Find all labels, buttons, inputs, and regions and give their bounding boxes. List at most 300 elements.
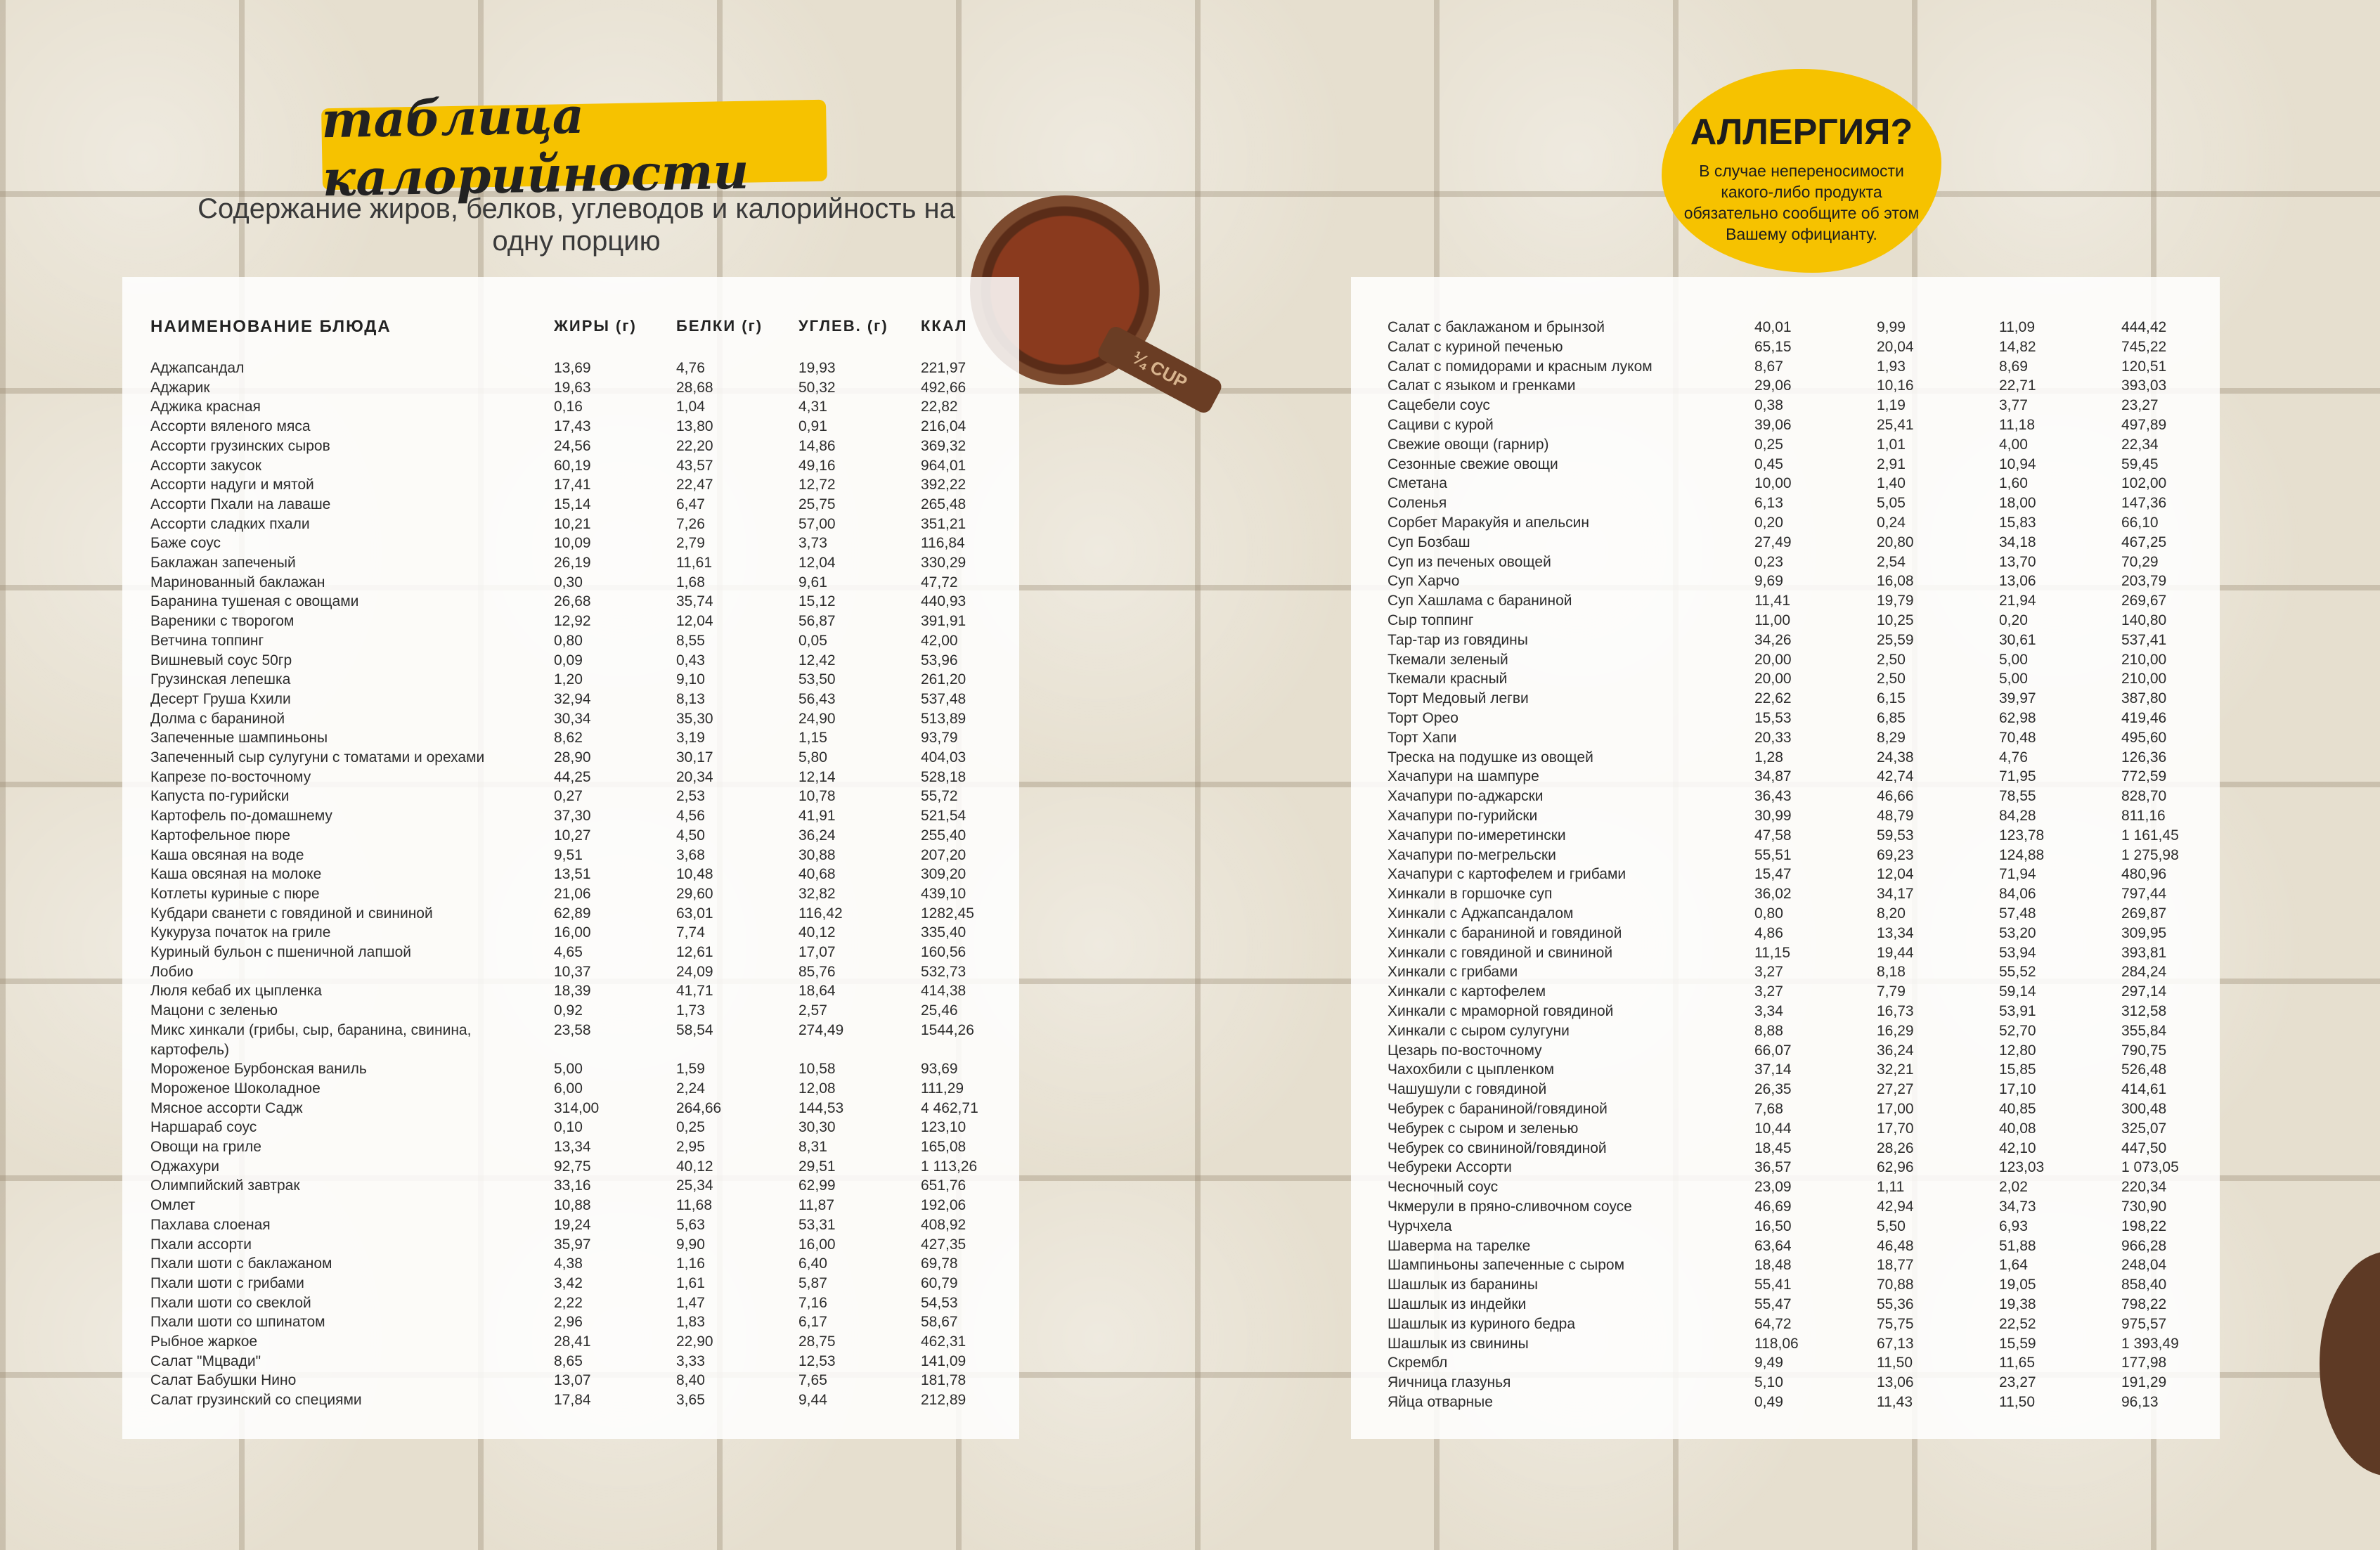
- table-row: [122, 515, 1019, 534]
- protein-value: 28,68: [676, 379, 713, 396]
- kcal-value: 391,91: [921, 613, 966, 630]
- dish-name: Суп Бозбаш: [1388, 534, 1470, 550]
- kcal-value: 300,48: [2121, 1101, 2167, 1117]
- dish-name: Оджахури: [150, 1158, 220, 1175]
- table-row: [1351, 650, 2220, 670]
- protein-value: 3,19: [676, 730, 705, 747]
- protein-value: 41,71: [676, 983, 713, 1000]
- page-title: таблица калорийности: [321, 86, 750, 208]
- table-row: [122, 631, 1019, 651]
- carbs-value: 53,20: [1999, 924, 2036, 941]
- kcal-value: 22,34: [2121, 436, 2159, 453]
- fat-value: 37,14: [1754, 1061, 1792, 1078]
- table-row: [1351, 943, 2220, 963]
- table-row: [1351, 982, 2220, 1002]
- carbs-value: 84,28: [1999, 808, 2036, 824]
- dish-name: Хачапури на шампуре: [1388, 768, 1539, 785]
- dish-name: Хинкали с бараниной и говядиной: [1388, 924, 1622, 941]
- carbs-value: 51,88: [1999, 1237, 2036, 1254]
- carbs-value: 28,75: [798, 1333, 836, 1350]
- carbs-value: 1,60: [1999, 475, 2028, 492]
- carbs-value: 8,69: [1999, 358, 2028, 375]
- kcal-value: 191,29: [2121, 1374, 2167, 1391]
- table-row: [1351, 1315, 2220, 1334]
- fat-value: 36,02: [1754, 886, 1792, 903]
- dish-name: Аджика красная: [150, 399, 261, 415]
- fat-value: 17,41: [554, 477, 591, 493]
- carbs-value: 123,03: [1999, 1159, 2045, 1176]
- carbs-value: 17,07: [798, 944, 836, 960]
- fat-value: 0,25: [1754, 436, 1783, 453]
- kcal-value: 269,87: [2121, 905, 2167, 922]
- fat-value: 15,47: [1754, 866, 1792, 883]
- dish-name: Мясное ассорти Садж: [150, 1099, 303, 1116]
- table-row: [122, 1235, 1019, 1255]
- protein-value: 3,68: [676, 846, 705, 863]
- carbs-value: 12,72: [798, 477, 836, 493]
- dish-name: Пхали шоти с грибами: [150, 1274, 304, 1291]
- protein-value: 35,30: [676, 710, 713, 727]
- protein-value: 25,41: [1877, 417, 1914, 433]
- table-row: [1351, 376, 2220, 396]
- table-row: [122, 923, 1019, 943]
- carbs-value: 11,09: [1999, 319, 2035, 335]
- protein-value: 69,23: [1877, 846, 1914, 863]
- dish-name: Мороженое Бурбонская ваниль: [150, 1061, 367, 1078]
- kcal-value: 408,92: [921, 1216, 966, 1233]
- dish-name: Мороженое Шоколадное: [150, 1080, 321, 1097]
- kcal-value: 261,20: [921, 671, 966, 688]
- dish-name: Сезонные свежие овощи: [1388, 456, 1558, 472]
- fat-value: 1,28: [1754, 749, 1783, 766]
- carbs-value: 3,73: [798, 535, 827, 552]
- table-row: [1351, 1119, 2220, 1139]
- fat-value: 29,06: [1754, 377, 1792, 394]
- table-row: [122, 962, 1019, 982]
- carbs-value: 1,15: [798, 730, 827, 747]
- header-protein: БЕЛКИ (г): [676, 317, 763, 335]
- dish-name: Запеченные шампиньоны: [150, 730, 328, 747]
- dish-name: Пхали шоти с баклажаном: [150, 1255, 332, 1272]
- kcal-value: 284,24: [2121, 964, 2167, 981]
- fat-value: 8,65: [554, 1352, 583, 1369]
- dish-name: Салат "Мцвади": [150, 1352, 261, 1369]
- fat-value: 5,00: [554, 1061, 583, 1078]
- protein-value: 20,04: [1877, 338, 1914, 355]
- protein-value: 17,00: [1877, 1101, 1914, 1117]
- carbs-value: 14,82: [1999, 338, 2036, 355]
- carbs-value: 30,61: [1999, 631, 2036, 648]
- fat-value: 3,27: [1754, 983, 1783, 1000]
- fat-value: 11,41: [1754, 593, 1790, 609]
- fat-value: 10,09: [554, 535, 591, 552]
- carbs-value: 124,88: [1999, 846, 2045, 863]
- table-row: [1351, 767, 2220, 787]
- table-row: [122, 1332, 1019, 1352]
- kcal-value: 102,00: [2121, 475, 2167, 492]
- protein-value: 9,10: [676, 671, 705, 688]
- dish-name: Чебуреки Ассорти: [1388, 1159, 1512, 1176]
- protein-value: 13,80: [676, 418, 713, 435]
- fat-value: 0,27: [554, 788, 583, 805]
- fat-value: 35,97: [554, 1236, 591, 1253]
- dish-name: Капрезе по-восточному: [150, 768, 311, 785]
- dish-name: Каша овсяная на молоке: [150, 866, 322, 883]
- fat-value: 0,23: [1754, 553, 1783, 570]
- table-row: [1351, 1236, 2220, 1256]
- table-row: [122, 690, 1019, 709]
- table-row: [1351, 493, 2220, 513]
- table-row: [1351, 1177, 2220, 1197]
- carbs-value: 62,99: [798, 1177, 836, 1194]
- table-row: [1351, 1275, 2220, 1295]
- protein-value: 19,79: [1877, 593, 1914, 609]
- protein-value: 1,61: [676, 1274, 705, 1291]
- table-row: [122, 534, 1019, 553]
- carbs-value: 19,93: [798, 360, 836, 376]
- protein-value: 11,61: [676, 555, 712, 571]
- carbs-value: 59,14: [1999, 983, 2036, 1000]
- dish-name: Аджапсандал: [150, 360, 245, 376]
- kcal-value: 140,80: [2121, 612, 2167, 628]
- dish-name: Котлеты куриные с пюре: [150, 885, 320, 902]
- fat-value: 0,16: [554, 399, 583, 415]
- table-row: [1351, 826, 2220, 846]
- carbs-value: 41,91: [798, 808, 836, 825]
- allergy-badge: [1662, 69, 1941, 273]
- kcal-value: 1 393,49: [2121, 1335, 2179, 1352]
- kcal-value: 439,10: [921, 885, 966, 902]
- carbs-value: 12,04: [798, 555, 836, 571]
- fat-value: 32,94: [554, 690, 591, 707]
- dish-name: Куриный бульон с пшеничной лапшой: [150, 944, 411, 960]
- dish-name: Хачапури с картофелем и грибами: [1388, 866, 1626, 883]
- table-row: [1351, 669, 2220, 689]
- kcal-value: 210,00: [2121, 671, 2167, 687]
- protein-value: 1,19: [1877, 397, 1906, 414]
- carbs-value: 25,75: [798, 496, 836, 512]
- table-row: [1351, 435, 2220, 455]
- kcal-value: 427,35: [921, 1236, 966, 1253]
- carbs-value: 22,52: [1999, 1315, 2036, 1332]
- table-row: [1351, 337, 2220, 357]
- fat-value: 0,30: [554, 574, 583, 590]
- table-row: [1351, 846, 2220, 865]
- table-row: [122, 651, 1019, 671]
- carbs-value: 13,70: [1999, 553, 2036, 570]
- protein-value: 62,96: [1877, 1159, 1914, 1176]
- kcal-value: 141,09: [921, 1352, 966, 1369]
- carbs-value: 4,31: [798, 399, 827, 415]
- fat-value: 13,69: [554, 360, 591, 376]
- kcal-value: 1 161,45: [2121, 827, 2179, 844]
- table-row: [1351, 865, 2220, 884]
- table-row: [122, 1176, 1019, 1196]
- table-row: [1351, 591, 2220, 611]
- fat-value: 9,51: [554, 846, 583, 863]
- protein-value: 0,24: [1877, 515, 1906, 531]
- kcal-value: 492,66: [921, 379, 966, 396]
- dish-name: Чахохбили с цыпленком: [1388, 1061, 1555, 1078]
- kcal-value: 335,40: [921, 924, 966, 941]
- protein-value: 4,56: [676, 808, 705, 825]
- fat-value: 55,47: [1754, 1296, 1792, 1312]
- dish-name: Сыр топпинг: [1388, 612, 1474, 628]
- carbs-value: 53,31: [798, 1216, 836, 1233]
- fat-value: 0,80: [1754, 905, 1783, 922]
- table-row: [1351, 728, 2220, 748]
- dish-name: Хачапури по-гурийски: [1388, 808, 1538, 824]
- protein-value: 46,48: [1877, 1237, 1914, 1254]
- dish-name: Рыбное жаркое: [150, 1333, 258, 1350]
- carbs-value: 9,61: [798, 574, 827, 590]
- table-row: [122, 1312, 1019, 1332]
- carbs-value: 15,12: [798, 593, 836, 610]
- protein-value: 67,13: [1877, 1335, 1914, 1352]
- protein-value: 63,01: [676, 905, 713, 922]
- dish-name: Шашлык из индейки: [1388, 1296, 1527, 1312]
- dish-name: Хачапури по-имеретински: [1388, 827, 1566, 844]
- table-row: [122, 728, 1019, 748]
- kcal-value: 93,79: [921, 730, 958, 747]
- dish-name: Ассорти закусок: [150, 457, 261, 474]
- table-row: [122, 359, 1019, 378]
- dish-name: Чебурек с сыром и зеленью: [1388, 1120, 1579, 1137]
- table-row: [1351, 709, 2220, 728]
- header-dish-name: НАИМЕНОВАНИЕ БЛЮДА: [150, 317, 392, 336]
- carbs-value: 24,90: [798, 710, 836, 727]
- fat-value: 8,62: [554, 730, 583, 747]
- fat-value: 15,53: [1754, 710, 1792, 726]
- fat-value: 36,57: [1754, 1159, 1792, 1176]
- protein-value: 1,16: [676, 1255, 705, 1272]
- fat-value: 4,38: [554, 1255, 583, 1272]
- table-row: [122, 592, 1019, 612]
- dish-name: Сацебели соус: [1388, 397, 1490, 414]
- protein-value: 8,40: [676, 1372, 705, 1389]
- table-row: [1351, 1393, 2220, 1412]
- table-row: [122, 768, 1019, 787]
- kcal-value: 47,72: [921, 574, 958, 590]
- dish-name: Хинкали с мраморной говядиной: [1388, 1003, 1614, 1019]
- carbs-value: 53,94: [1999, 944, 2036, 961]
- fat-value: 18,45: [1754, 1139, 1792, 1156]
- fat-value: 92,75: [554, 1158, 591, 1175]
- protein-value: 9,90: [676, 1236, 705, 1253]
- table-row: [1351, 474, 2220, 493]
- table-row: [122, 748, 1019, 768]
- carbs-value: 40,68: [798, 866, 836, 883]
- kcal-value: 393,81: [2121, 944, 2167, 961]
- carbs-value: 19,38: [1999, 1296, 2036, 1312]
- fat-value: 10,37: [554, 963, 591, 980]
- dish-name: Чебурек со свининой/говядиной: [1388, 1139, 1607, 1156]
- table-row: [1351, 1099, 2220, 1119]
- fat-value: 0,20: [1754, 515, 1783, 531]
- dish-name: картофель): [150, 1041, 230, 1058]
- kcal-value: 309,95: [2121, 924, 2167, 941]
- fat-value: 18,48: [1754, 1257, 1792, 1274]
- carbs-value: 84,06: [1999, 886, 2036, 903]
- dish-name: Суп Хашлама с бараниной: [1388, 593, 1572, 609]
- cup-label: ¼ CUP: [1128, 347, 1191, 393]
- carbs-value: 274,49: [798, 1021, 844, 1038]
- dish-name: Тар-тар из говядины: [1388, 631, 1528, 648]
- kcal-value: 387,80: [2121, 690, 2167, 707]
- dish-name: Микс хинкали (грибы, сыр, баранина, свинина,: [150, 1021, 472, 1038]
- table-row: [1351, 396, 2220, 415]
- table-row: [122, 612, 1019, 631]
- fat-value: 34,87: [1754, 768, 1792, 785]
- carbs-value: 70,48: [1999, 729, 2036, 746]
- kcal-value: 42,00: [921, 632, 958, 649]
- kcal-value: 93,69: [921, 1061, 958, 1078]
- fat-value: 0,80: [554, 632, 583, 649]
- table-row: [122, 1215, 1019, 1235]
- protein-value: 10,48: [676, 866, 713, 883]
- carbs-value: 5,00: [1999, 671, 2028, 687]
- dish-name: Суп Харчо: [1388, 573, 1460, 590]
- fat-value: 26,35: [1754, 1081, 1792, 1098]
- kcal-value: 419,46: [2121, 710, 2167, 726]
- table-row: [122, 495, 1019, 515]
- carbs-value: 15,59: [1999, 1335, 2036, 1352]
- kcal-value: 797,44: [2121, 886, 2167, 903]
- table-row: [122, 417, 1019, 437]
- fat-value: 0,49: [1754, 1394, 1783, 1410]
- kcal-value: 497,89: [2121, 417, 2167, 433]
- carbs-value: 7,65: [798, 1372, 827, 1389]
- table-row: [1351, 1060, 2220, 1080]
- kcal-value: 120,51: [2121, 358, 2167, 375]
- kcal-value: 255,40: [921, 827, 966, 844]
- table-row: [122, 553, 1019, 573]
- table-row: [1351, 611, 2220, 631]
- fat-value: 4,65: [554, 944, 583, 960]
- dish-name: Торт Орео: [1388, 710, 1459, 726]
- dish-name: Салат с баклажаном и брынзой: [1388, 319, 1605, 335]
- protein-value: 32,21: [1877, 1061, 1914, 1078]
- carbs-value: 23,27: [1999, 1374, 2036, 1391]
- calorie-table-left: [122, 277, 1019, 1439]
- protein-value: 59,53: [1877, 827, 1914, 844]
- carbs-value: 19,05: [1999, 1277, 2036, 1293]
- kcal-value: 495,60: [2121, 729, 2167, 746]
- dish-name: Сорбет Маракуйя и апельсин: [1388, 515, 1589, 531]
- protein-value: 2,79: [676, 535, 705, 552]
- table-row: [1351, 1158, 2220, 1177]
- kcal-value: 447,50: [2121, 1139, 2167, 1156]
- kcal-value: 730,90: [2121, 1199, 2167, 1215]
- carbs-value: 9,44: [798, 1392, 827, 1409]
- kcal-value: 126,36: [2121, 749, 2167, 766]
- dish-name: Шаверма на тарелке: [1388, 1237, 1531, 1254]
- fat-value: 26,19: [554, 555, 591, 571]
- protein-value: 1,11: [1877, 1179, 1905, 1196]
- kcal-value: 212,89: [921, 1392, 966, 1409]
- carbs-value: 11,50: [1999, 1394, 2035, 1410]
- kcal-value: 966,28: [2121, 1237, 2167, 1254]
- dish-name: Ассорти Пхали на лаваше: [150, 496, 331, 512]
- fat-value: 21,06: [554, 885, 591, 902]
- table-row: [1351, 1197, 2220, 1217]
- fat-value: 65,15: [1754, 338, 1792, 355]
- kcal-value: 312,58: [2121, 1003, 2167, 1019]
- dish-name: Ткемали зеленый: [1388, 651, 1508, 668]
- table-row: [122, 1254, 1019, 1274]
- dish-name: Ассорти надуги и мятой: [150, 477, 314, 493]
- protein-value: 2,54: [1877, 553, 1906, 570]
- kcal-value: 369,32: [921, 437, 966, 454]
- carbs-value: 4,00: [1999, 436, 2028, 453]
- dish-name: Салат с куриной печенью: [1388, 338, 1563, 355]
- table-row: [1351, 553, 2220, 572]
- kcal-value: 165,08: [921, 1139, 966, 1155]
- fat-value: 3,27: [1754, 964, 1783, 981]
- protein-value: 8,13: [676, 690, 705, 707]
- fat-value: 22,62: [1754, 690, 1792, 707]
- fat-value: 3,42: [554, 1274, 583, 1291]
- dish-name: Сациви с курой: [1388, 417, 1494, 433]
- fat-value: 4,86: [1754, 924, 1783, 941]
- kcal-value: 297,14: [2121, 983, 2167, 1000]
- protein-value: 0,25: [676, 1119, 705, 1136]
- protein-value: 13,06: [1877, 1374, 1914, 1391]
- dish-name: Торт Хапи: [1388, 729, 1457, 746]
- dish-name: Вишневый соус 50гр: [150, 652, 292, 669]
- fat-value: 55,41: [1754, 1277, 1792, 1293]
- dish-name: Яичница глазунья: [1388, 1374, 1511, 1391]
- dish-name: Ассорти сладких пхали: [150, 515, 310, 532]
- dish-name: Картофельное пюре: [150, 827, 290, 844]
- protein-value: 2,24: [676, 1080, 705, 1097]
- protein-value: 8,55: [676, 632, 705, 649]
- fat-value: 24,56: [554, 437, 591, 454]
- fat-value: 1,20: [554, 671, 583, 688]
- carbs-value: 12,80: [1999, 1042, 2036, 1059]
- carbs-value: 10,58: [798, 1061, 836, 1078]
- fat-value: 11,15: [1754, 944, 1790, 961]
- protein-value: 5,50: [1877, 1218, 1906, 1234]
- protein-value: 6,47: [676, 496, 705, 512]
- carbs-value: 12,42: [798, 652, 836, 669]
- protein-value: 16,08: [1877, 573, 1914, 590]
- table-row: [122, 826, 1019, 846]
- kcal-value: 440,93: [921, 593, 966, 610]
- fat-value: 18,39: [554, 983, 591, 1000]
- fat-value: 0,09: [554, 652, 583, 669]
- carbs-value: 7,16: [798, 1294, 827, 1311]
- protein-value: 1,68: [676, 574, 705, 590]
- dish-name: Ассорти грузинских сыров: [150, 437, 330, 454]
- kcal-value: 96,13: [2121, 1394, 2159, 1410]
- kcal-value: 351,21: [921, 515, 966, 532]
- protein-value: 7,79: [1877, 983, 1906, 1000]
- carbs-value: 10,94: [1999, 456, 2036, 472]
- table-row: [1351, 1139, 2220, 1158]
- fat-value: 37,30: [554, 808, 591, 825]
- carbs-value: 18,00: [1999, 495, 2036, 512]
- carbs-value: 116,42: [798, 905, 843, 922]
- fat-value: 34,26: [1754, 631, 1792, 648]
- dish-name: Салат с помидорами и красным луком: [1388, 358, 1653, 375]
- protein-value: 19,44: [1877, 944, 1914, 961]
- table-row: [122, 943, 1019, 962]
- protein-value: 13,34: [1877, 924, 1914, 941]
- dish-name: Кубдари сванети с говядиной и свининой: [150, 905, 433, 922]
- protein-value: 40,12: [676, 1158, 713, 1175]
- dish-name: Хинкали с сыром сулугуни: [1388, 1022, 1570, 1039]
